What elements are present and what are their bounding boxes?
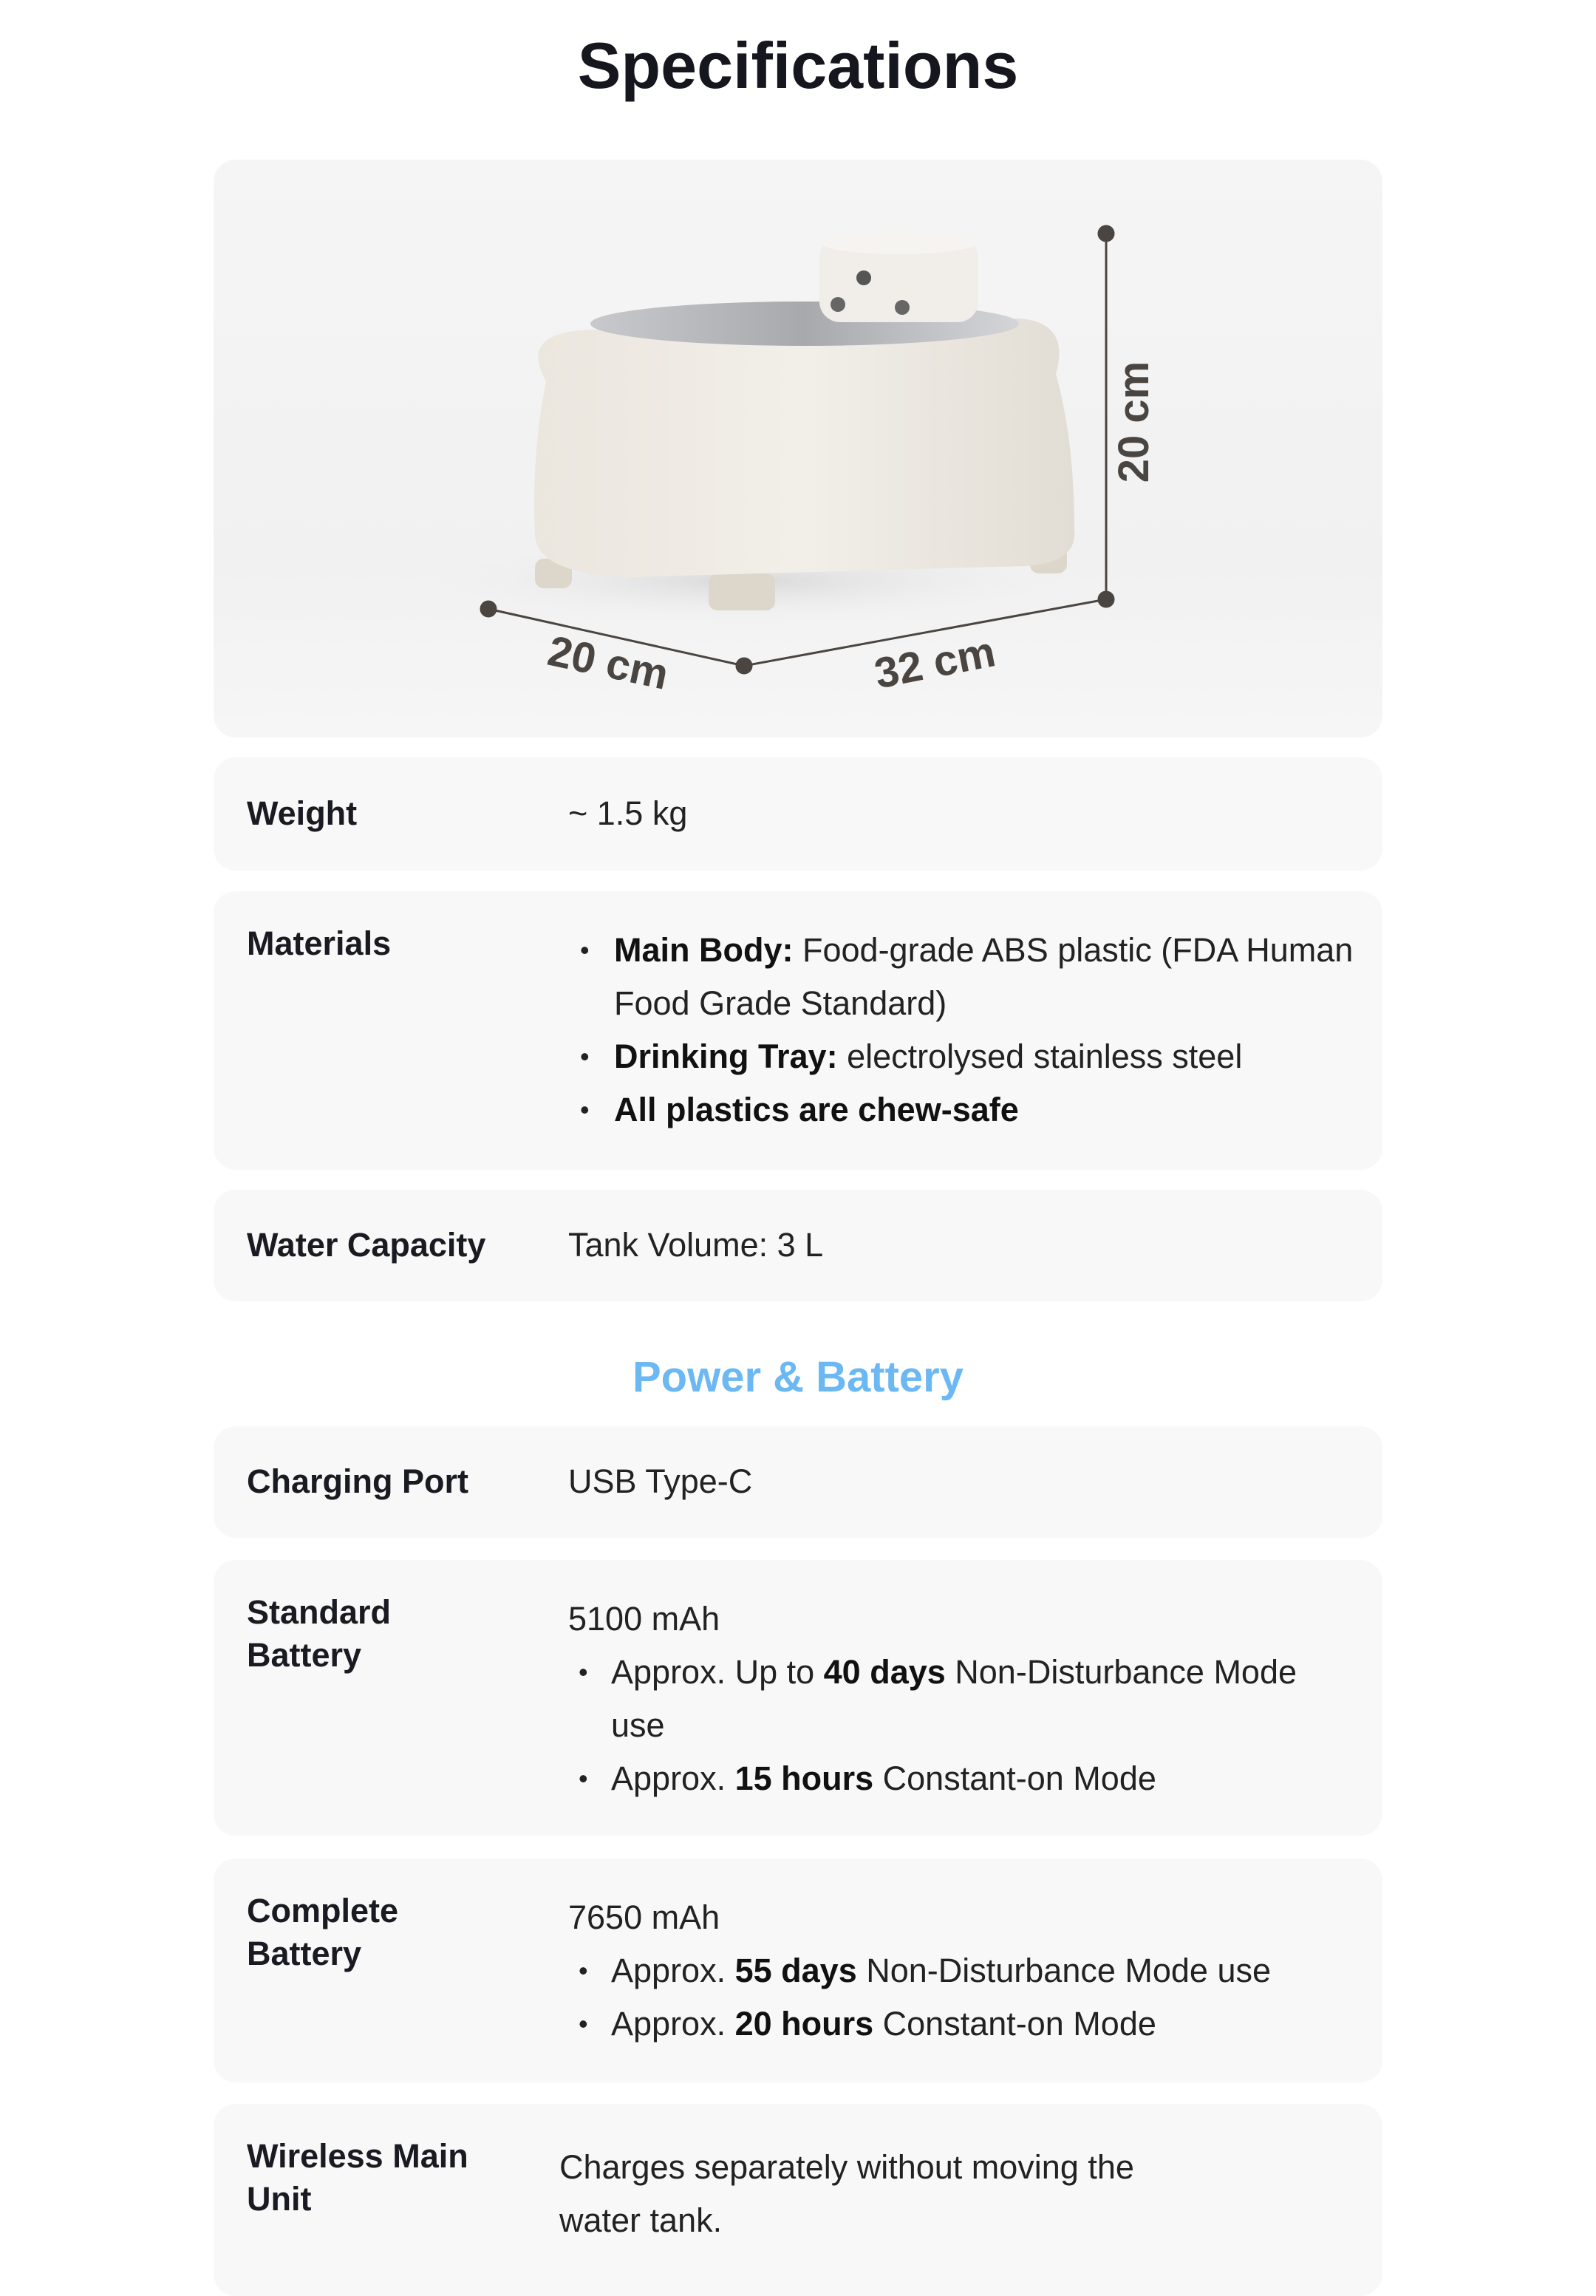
battery-capacity: 7650 mAh [568,1898,720,1936]
spec-label: Materials [247,924,392,962]
section-heading-power: Power & Battery [632,1353,964,1401]
battery-capacity: 5100 mAh [568,1600,720,1638]
spec-value: ~ 1.5 kg [568,794,688,832]
spec-label: Complete Battery [247,1892,399,1972]
list-item: • Approx. 55 days Non-Disturbance Mode use [579,1944,1366,1997]
depth-dimension-label: 20 cm [543,627,673,699]
list-item: • Approx. 15 hours Constant-on Mode [579,1752,1351,1805]
spec-row-materials [214,891,1382,1170]
spec-row-standard-battery [214,1560,1382,1836]
spec-row-complete-battery [214,1859,1382,2082]
product-illustration [214,160,1382,737]
list-item: • All plastics are chew-safe [580,1083,1356,1137]
spec-label: Weight [247,794,358,832]
spec-label: Charging Port [247,1462,468,1500]
spec-value: Charges separately without moving the water tank. [559,2148,1134,2239]
list-item: • Approx. 20 hours Constant-on Mode [579,1997,1366,2051]
spec-value: Tank Volume: 3 L [568,1226,824,1264]
spec-row-weight [214,757,1382,871]
spec-row-water-capacity [214,1190,1382,1301]
list-item: • Main Body: Food-grade ABS plastic (FDA Human Food Grade Standard) [580,924,1356,1030]
width-dimension-label: 32 cm [870,627,1000,698]
product-dimensions-image [214,160,1382,737]
spec-value [568,1891,1366,2051]
list-item: • Approx. Up to 40 days Non-Disturbance Mode use [579,1646,1351,1752]
materials-list [580,924,1356,1137]
spec-row-charging-port [214,1426,1382,1538]
spec-row-wireless-main-unit [214,2104,1382,2296]
spec-value: USB Type-C [568,1462,753,1500]
spec-label: Water Capacity [247,1226,486,1264]
spec-label: Wireless Main Unit [247,2137,468,2218]
page-title: Specifications [577,29,1019,102]
height-dimension-label: 20 cm [1110,361,1158,483]
list-item: • Drinking Tray: electrolysed stainless steel [580,1030,1356,1083]
spec-value [568,1592,1351,1805]
spec-label: Standard Battery [247,1593,392,1674]
